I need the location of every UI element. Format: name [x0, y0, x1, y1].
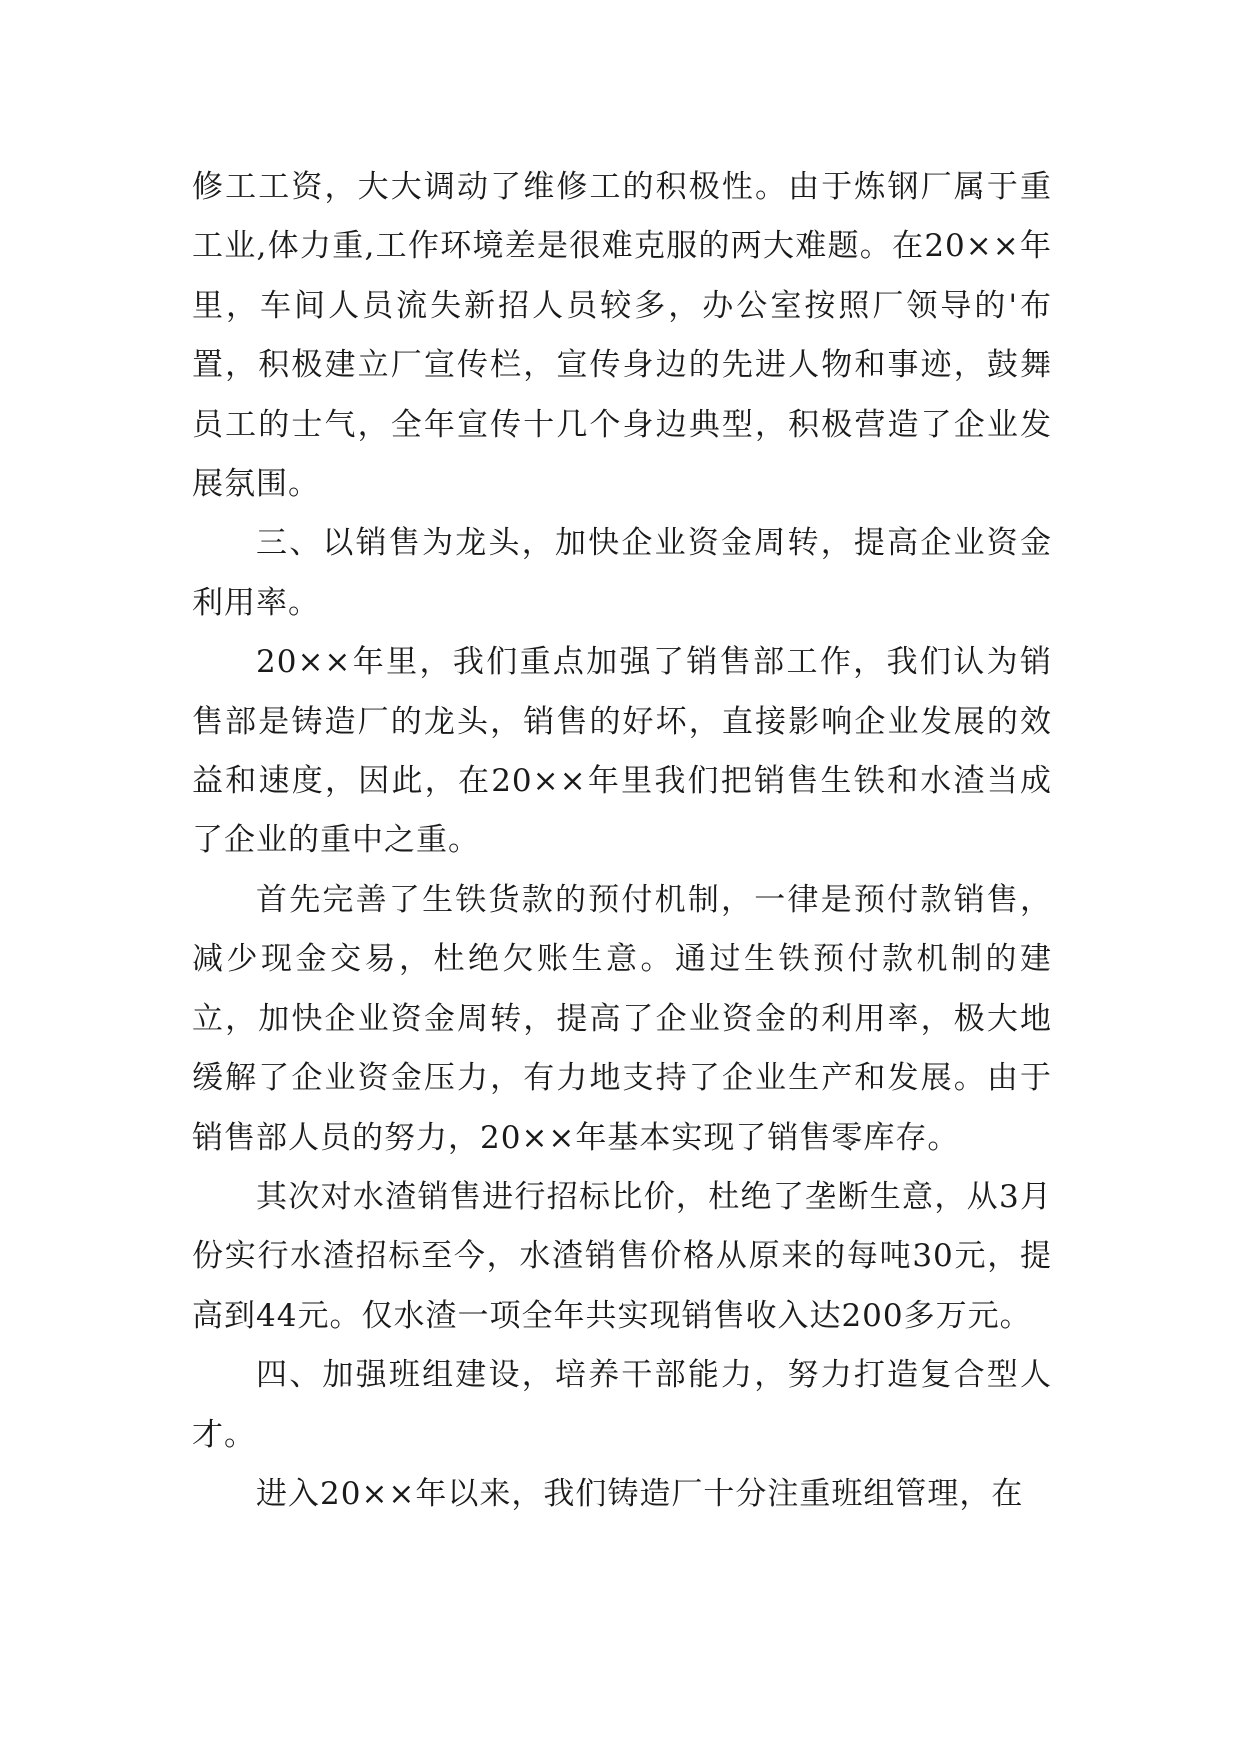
- section-heading-4: 四、加强班组建设，培养干部能力，努力打造复合型人才。: [192, 1357, 1052, 1453]
- paragraph-2: 20××年里，我们重点加强了销售部工作，我们认为销售部是铸造厂的龙头，销售的好坏，直接影响企业发展的效益和速度，因此，在20××年里我们把销售生铁和水渣当成了企业的重中之重。: [192, 644, 1052, 859]
- paragraph-1: 修工工资，大大调动了维修工的积极性。由于炼钢厂属于重工业,体力重,工作环境差是很难克服的两大难题。在20××年里，车间人员流失新招人员较多，办公室按照厂领导的'布置，积极建立厂宣传栏，宣传身边的先进人物和事迹，鼓舞员工的士气，全年宣传十几个身边典型，积极营造了企业发展氛围。: [192, 169, 1052, 503]
- paragraph-4: 其次对水渣销售进行招标比价，杜绝了垄断生意，从3月份实行水渣招标至今，水渣销售价格从原来的每吨30元，提高到44元。仅水渣一项全年共实现销售收入达200多万元。: [192, 1178, 1052, 1334]
- document-body: [192, 158, 1052, 1524]
- section-heading-3: 三、以销售为龙头，加快企业资金周转，提高企业资金利用率。: [192, 525, 1052, 621]
- paragraph-5: 进入20××年以来，我们铸造厂十分注重班组管理，在: [256, 1475, 1024, 1512]
- paragraph-3: 首先完善了生铁货款的预付机制，一律是预付款销售，减少现金交易，杜绝欠账生意。通过生铁预付款机制的建立，加快企业资金周转，提高了企业资金的利用率，极大地缓解了企业资金压力，有力地支持了企业生产和发展。由于销售部人员的努力，20××年基本实现了销售零库存。: [192, 881, 1052, 1156]
